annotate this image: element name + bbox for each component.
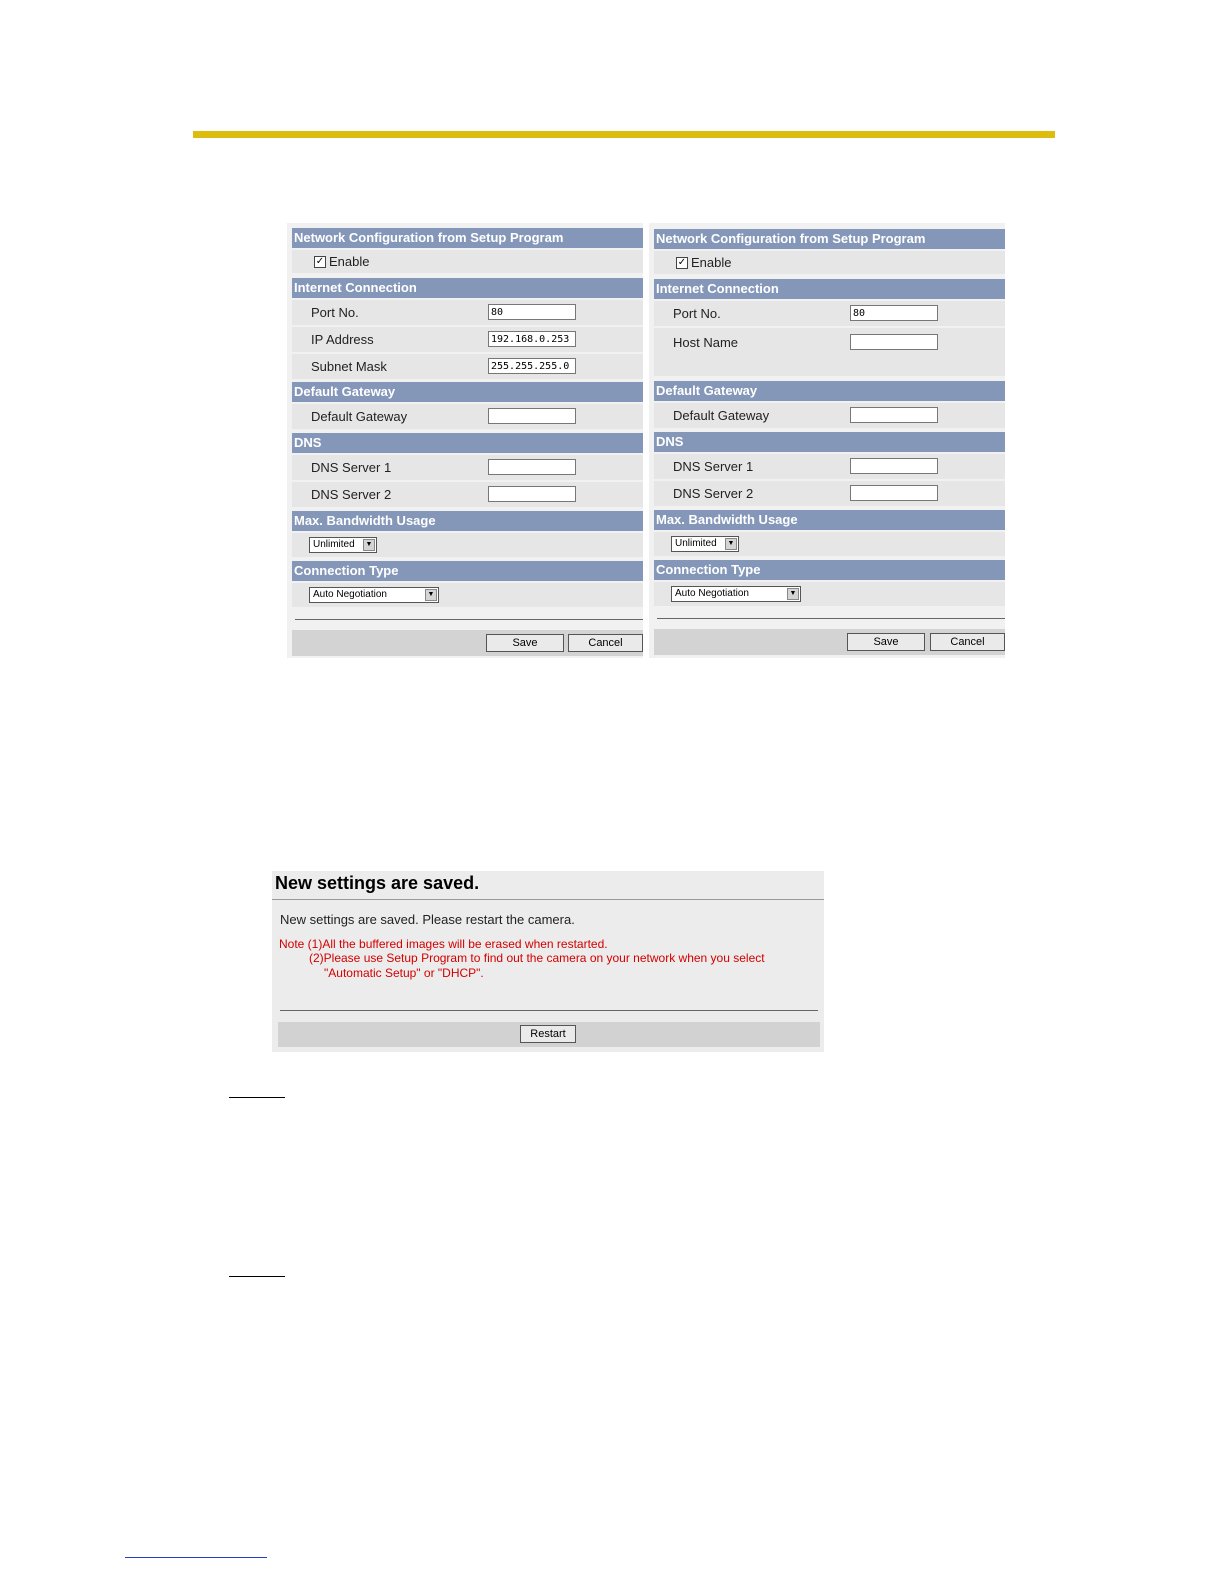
restart-button[interactable]: Restart — [520, 1025, 576, 1043]
bandwidth-select-value: Unlimited — [313, 539, 355, 550]
port-input[interactable]: 80 — [488, 304, 576, 320]
port-row — [654, 301, 1005, 326]
port-row — [292, 300, 643, 325]
host-name-label: Host Name — [673, 335, 739, 350]
network-settings-panel-static — [287, 223, 643, 658]
section-header-default-gateway: Default Gateway — [654, 381, 1005, 401]
section-header-dns: DNS — [292, 433, 643, 453]
ip-address-row — [292, 327, 643, 352]
note-line-3: "Automatic Setup" or "DHCP". — [324, 966, 484, 980]
subnet-mask-label: Subnet Mask — [311, 359, 387, 374]
dns2-input[interactable] — [488, 486, 576, 502]
connection-type-row — [654, 582, 1005, 606]
cancel-button[interactable]: Cancel — [930, 633, 1005, 651]
footer-link-underline — [125, 1557, 267, 1558]
dns2-label: DNS Server 2 — [311, 487, 392, 502]
chevron-down-icon: ▼ — [363, 539, 375, 551]
button-bar — [292, 630, 643, 656]
subnet-mask-row — [292, 354, 643, 379]
section-header-network-config: Network Configuration from Setup Program — [654, 229, 1005, 249]
chevron-down-icon: ▼ — [725, 538, 737, 550]
section-header-default-gateway: Default Gateway — [292, 382, 643, 402]
page-accent-bar — [193, 131, 1055, 138]
subnet-mask-input[interactable]: 255.255.255.0 — [488, 358, 576, 374]
section-header-bandwidth: Max. Bandwidth Usage — [292, 511, 643, 531]
divider — [295, 619, 643, 620]
section-header-connection-type: Connection Type — [292, 561, 643, 581]
cancel-button[interactable]: Cancel — [568, 634, 643, 652]
bandwidth-row — [654, 532, 1005, 556]
dialog-message: New settings are saved. Please restart the camera. — [280, 912, 575, 927]
dns1-row — [292, 455, 643, 480]
bandwidth-row — [292, 533, 643, 557]
settings-saved-dialog — [272, 871, 824, 1052]
section-header-network-config: Network Configuration from Setup Program — [292, 228, 643, 248]
host-name-input[interactable] — [850, 334, 938, 350]
divider — [657, 618, 1005, 619]
divider — [280, 1010, 818, 1011]
port-label: Port No. — [311, 305, 359, 320]
connection-type-select-value: Auto Negotiation — [675, 588, 749, 599]
dns1-input[interactable] — [850, 458, 938, 474]
note-heading-underline — [229, 1097, 285, 1098]
dialog-title: New settings are saved. — [275, 873, 480, 893]
default-gateway-row — [654, 403, 1005, 428]
connection-type-select-value: Auto Negotiation — [313, 589, 387, 600]
host-name-row — [654, 328, 1005, 376]
chevron-down-icon: ▼ — [787, 588, 799, 600]
button-bar — [278, 1022, 820, 1047]
chevron-down-icon: ▼ — [425, 589, 437, 601]
dns1-input[interactable] — [488, 459, 576, 475]
note-line-1: Note (1)All the buffered images will be erased when restarted. — [279, 937, 608, 951]
dns1-label: DNS Server 1 — [673, 459, 754, 474]
section-header-connection-type: Connection Type — [654, 560, 1005, 580]
ip-address-input[interactable]: 192.168.0.253 — [488, 331, 576, 347]
connection-type-select[interactable] — [309, 587, 439, 603]
section-header-internet-connection: Internet Connection — [654, 279, 1005, 299]
dns2-input[interactable] — [850, 485, 938, 501]
dns1-label: DNS Server 1 — [311, 460, 392, 475]
ip-address-label: IP Address — [311, 332, 374, 347]
section-header-bandwidth: Max. Bandwidth Usage — [654, 510, 1005, 530]
port-label: Port No. — [673, 306, 721, 321]
connection-type-select[interactable] — [671, 586, 801, 602]
divider — [272, 899, 824, 900]
default-gateway-input[interactable] — [850, 407, 938, 423]
save-button[interactable]: Save — [486, 634, 564, 652]
network-settings-panel-dynamic — [649, 223, 1005, 658]
dns1-row — [654, 454, 1005, 479]
connection-type-row — [292, 583, 643, 607]
dns2-row — [292, 482, 643, 507]
enable-label: Enable — [329, 254, 370, 269]
section-header-dns: DNS — [654, 432, 1005, 452]
section-header-internet-connection: Internet Connection — [292, 278, 643, 298]
dns2-label: DNS Server 2 — [673, 486, 754, 501]
enable-row — [292, 250, 643, 273]
note-line-2: (2)Please use Setup Program to find out the camera on your network when you select — [309, 951, 765, 965]
note-heading-underline — [229, 1276, 285, 1277]
save-button[interactable]: Save — [847, 633, 925, 651]
enable-checkbox[interactable]: ✓ — [315, 256, 325, 267]
bandwidth-select[interactable] — [309, 537, 377, 553]
enable-row — [654, 251, 1005, 274]
default-gateway-label: Default Gateway — [673, 408, 770, 423]
bandwidth-select[interactable] — [671, 536, 739, 552]
dns2-row — [654, 481, 1005, 506]
enable-label: Enable — [691, 255, 732, 270]
bandwidth-select-value: Unlimited — [675, 538, 717, 549]
default-gateway-label: Default Gateway — [311, 409, 408, 424]
enable-checkbox[interactable]: ✓ — [677, 257, 687, 268]
default-gateway-input[interactable] — [488, 408, 576, 424]
button-bar — [654, 629, 1005, 655]
default-gateway-row — [292, 404, 643, 429]
port-input[interactable]: 80 — [850, 305, 938, 321]
